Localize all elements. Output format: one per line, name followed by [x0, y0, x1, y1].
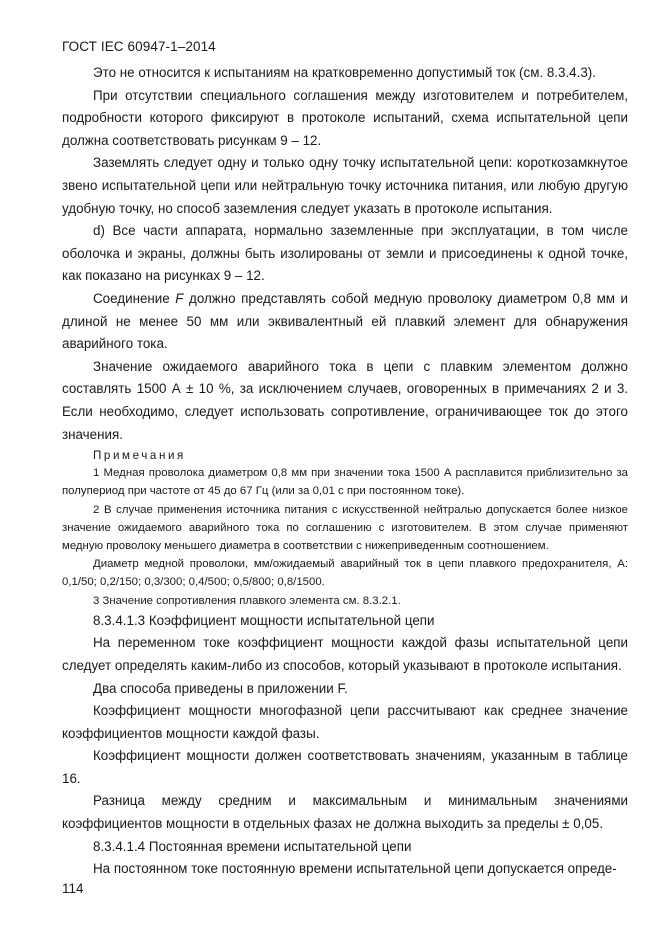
paragraph	[62, 288, 628, 356]
paragraph: На постоянном токе постоянную времени испытательной цепи допускается опреде-	[93, 861, 617, 877]
note-item: Диаметр медной проволоки, мм/ожидаемый аварийный ток в цепи плавкого предохранителя, А: 0,1/50; 0,2/150; 0,3/300; 0,4/500; 0,5/800; 0,8/1500.	[62, 558, 628, 589]
paragraph: Коэффициент мощности многофазной цепи рассчитывают как среднее значение коэффициентов мощности каждой фазы.	[62, 703, 628, 741]
paragraph: Разница между средним и максимальным и минимальным значениями коэффициентов мощности в отдельных фазах не должна выходить за пределы ± 0,05.	[62, 793, 628, 832]
paragraph: Два способа приведены в приложении F.	[93, 680, 348, 696]
paragraph: Коэффициент мощности должен соответствовать значениям, указанным в таблице 16.	[62, 748, 628, 786]
page-number: 114	[62, 881, 84, 896]
paragraph: При отсутствии специального соглашения между изготовителем и потребителем, подробности которого фиксируют в протоколе испытаний, схема испытательной цепи должна соответствовать рисункам 9 – 12.	[62, 87, 628, 148]
paragraph: Значение ожидаемого аварийного тока в цепи с плавким элементом должно составлять 1500 А ± 10 %, за исключением случаев, оговоренных в примечаниях 2 и 3. Если необходимо, следует использовать сопротивление, ограничивающее ток до этого значения.	[62, 358, 628, 442]
paragraph: Это не относится к испытаниям на кратковременно допустимый ток (см. 8.3.4.3).	[93, 65, 596, 80]
paragraph: Заземлять следует одну и только одну точку испытательной цепи: короткозамкнутое звено испытательной цепи или нейтральную точку источника питания, или любую другую удобную точку, но способ заземления следует указать в протоколе испытания.	[62, 155, 628, 216]
paragraph-text: должно представлять собой медную проволоку диаметром 0,8 мм и длиной не менее 50 мм или эквивалентный ей плавкий элемент для обнаружения аварийного тока.	[62, 290, 629, 352]
paragraph-text: Соединение	[93, 290, 176, 306]
section-heading: 8.3.4.1.4 Постоянная времени испытательной цепи	[93, 838, 412, 854]
note-item: 3 Значение сопротивления плавкого элемента см. 8.3.2.1.	[93, 594, 401, 607]
paragraph: На переменном токе коэффициент мощности каждой фазы испытательной цепи следует определять каким-либо из способов, который указывают в протоколе испытания.	[62, 635, 628, 673]
section-heading: 8.3.4.1.3 Коэффициент мощности испытательной цепи	[93, 612, 435, 628]
notes-heading: Примечания	[93, 449, 186, 463]
standard-header: ГОСТ IEC 60947-1–2014	[62, 39, 216, 54]
note-item: 2 В случае применения источника питания с искусственной нейтралью допускается более низкое значение ожидаемого аварийного тока по соглашению с изготовителем. В этом случае применяют медную проволоку меньшего диаметра в соответствии с нижеприведенным соотношением.	[62, 503, 628, 552]
connection-label-f: F	[175, 290, 184, 306]
page-body	[62, 62, 628, 881]
note-item: 1 Медная проволока диаметром 0,8 мм при значении тока 1500 А расплавится приблизительно за полупериод при частоте от 45 до 67 Гц (или за 0,01 с при постоянном токе).	[62, 467, 628, 498]
paragraph: d) Все части аппарата, нормально заземленные при эксплуатации, в том числе оболочка и экраны, должны быть изолированы от земли и присоединены к одной точке, как показано на рисунках 9 – 12.	[62, 223, 628, 284]
